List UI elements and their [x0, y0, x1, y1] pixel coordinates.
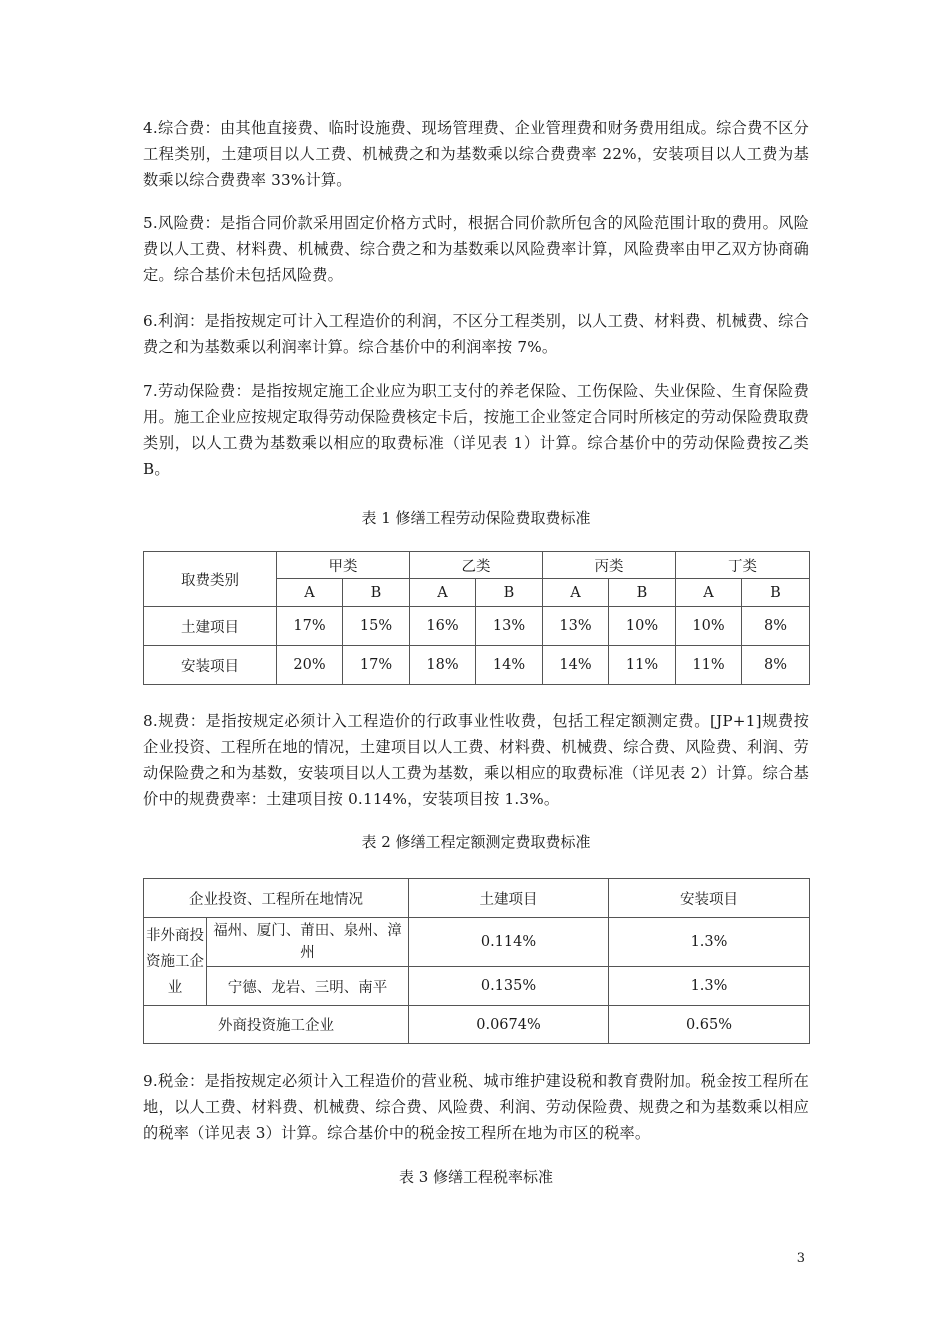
subclass-header: A [277, 579, 343, 607]
rate-cell: 16% [410, 607, 476, 646]
category-header: 取费类别 [144, 552, 277, 607]
table1-caption: 表 1 修缮工程劳动保险费取费标准 [361, 509, 591, 527]
location-cell: 宁德、龙岩、三明、南平 [207, 967, 409, 1006]
rate-cell: 18% [410, 646, 476, 685]
rate-cell: 15% [343, 607, 410, 646]
civil-rate-cell: 0.135% [409, 967, 609, 1006]
labor-insurance-rate-table [143, 551, 810, 685]
subclass-header: B [742, 579, 810, 607]
install-rate-cell: 1.3% [609, 918, 810, 967]
table-row [144, 1006, 810, 1044]
subclass-header: B [476, 579, 543, 607]
paragraph-labor-insurance: 7.劳动保险费：是指按规定施工企业应为职工支付的养老保险、工伤保险、失业保险、生育保险费用。施工企业应按规定取得劳动保险费核定卡后，按施工企业签定合同时所核定的劳动保险费取费类别，以人工费为基数乘以相应的取费标准（详见表 1）计算。综合基价中的劳动保险费按乙类 B。 [143, 382, 809, 478]
class-header: 丁类 [676, 552, 810, 579]
non-foreign-enterprise-label: 非外商投资施工企业 [144, 918, 207, 1006]
rate-cell: 8% [742, 607, 810, 646]
rate-cell: 17% [343, 646, 410, 685]
table-row [144, 646, 810, 685]
rate-cell: 11% [609, 646, 676, 685]
paragraph-profit: 6.利润：是指按规定可计入工程造价的利润，不区分工程类别，以人工费、材料费、机械费、综合费之和为基数乘以利润率计算。综合基价中的利润率按 7%。 [143, 312, 809, 356]
rate-cell: 13% [543, 607, 609, 646]
table2-caption: 表 2 修缮工程定额测定费取费标准 [361, 833, 591, 851]
location-cell: 福州、厦门、莆田、泉州、漳州 [207, 918, 409, 967]
quota-measurement-fee-table [143, 878, 810, 1044]
subclass-header: B [609, 579, 676, 607]
install-rate-cell: 1.3% [609, 967, 810, 1006]
class-header: 甲类 [277, 552, 410, 579]
page-number: 3 [796, 1251, 805, 1266]
rate-cell: 8% [742, 646, 810, 685]
table-row [144, 607, 810, 646]
rate-cell: 20% [277, 646, 343, 685]
row-label: 安装项目 [144, 646, 277, 685]
rate-cell: 11% [676, 646, 742, 685]
rate-cell: 17% [277, 607, 343, 646]
install-rate-cell: 0.65% [609, 1006, 810, 1044]
table-row [144, 918, 810, 967]
subclass-header: A [543, 579, 609, 607]
row-label: 土建项目 [144, 607, 277, 646]
paragraph-tax: 9.税金：是指按规定必须计入工程造价的营业税、城市维护建设税和教育费附加。税金按工程所在地，以人工费、材料费、机械费、综合费、风险费、利润、劳动保险费、规费之和为基数乘以相应的税率（详见表 3）计算。综合基价中的税金按工程所在地为市区的税率。 [143, 1072, 809, 1142]
subclass-header: B [343, 579, 410, 607]
rate-cell: 13% [476, 607, 543, 646]
install-header: 安装项目 [609, 879, 810, 918]
situation-header: 企业投资、工程所在地情况 [144, 879, 409, 918]
class-header: 丙类 [543, 552, 676, 579]
subclass-header: A [676, 579, 742, 607]
rate-cell: 14% [476, 646, 543, 685]
rate-cell: 10% [609, 607, 676, 646]
paragraph-comprehensive-fee: 4.综合费：由其他直接费、临时设施费、现场管理费、企业管理费和财务费用组成。综合费不区分工程类别，土建项目以人工费、机械费之和为基数乘以综合费费率 22%，安装项目以人工费为基数乘以综合费费率 33%计算。 [143, 119, 809, 189]
paragraph-regulatory-fees: 8.规费：是指按规定必须计入工程造价的行政事业性收费，包括工程定额测定费。[JP+1]规费按企业投资、工程所在地的情况，土建项目以人工费、材料费、机械费、综合费、风险费、利润、劳动保险费之和为基数，安装项目以人工费为基数，乘以相应的取费标准（详见表 2）计算。综合基价中的规费费率：土建项目按 0.114%，安装项目按 1.3%。 [143, 712, 809, 808]
paragraph-risk-fee: 5.风险费：是指合同价款采用固定价格方式时，根据合同价款所包含的风险范围计取的费用。风险费以人工费、材料费、机械费、综合费之和为基数乘以风险费率计算，风险费率由甲乙双方协商确定。综合基价未包括风险费。 [143, 214, 809, 284]
table-row [144, 967, 810, 1006]
subclass-header: A [410, 579, 476, 607]
civil-rate-cell: 0.114% [409, 918, 609, 967]
rate-cell: 14% [543, 646, 609, 685]
civil-rate-cell: 0.0674% [409, 1006, 609, 1044]
class-header: 乙类 [410, 552, 543, 579]
table3-caption: 表 3 修缮工程税率标准 [398, 1168, 554, 1186]
rate-cell: 10% [676, 607, 742, 646]
foreign-enterprise-label: 外商投资施工企业 [144, 1006, 409, 1044]
civil-header: 土建项目 [409, 879, 609, 918]
